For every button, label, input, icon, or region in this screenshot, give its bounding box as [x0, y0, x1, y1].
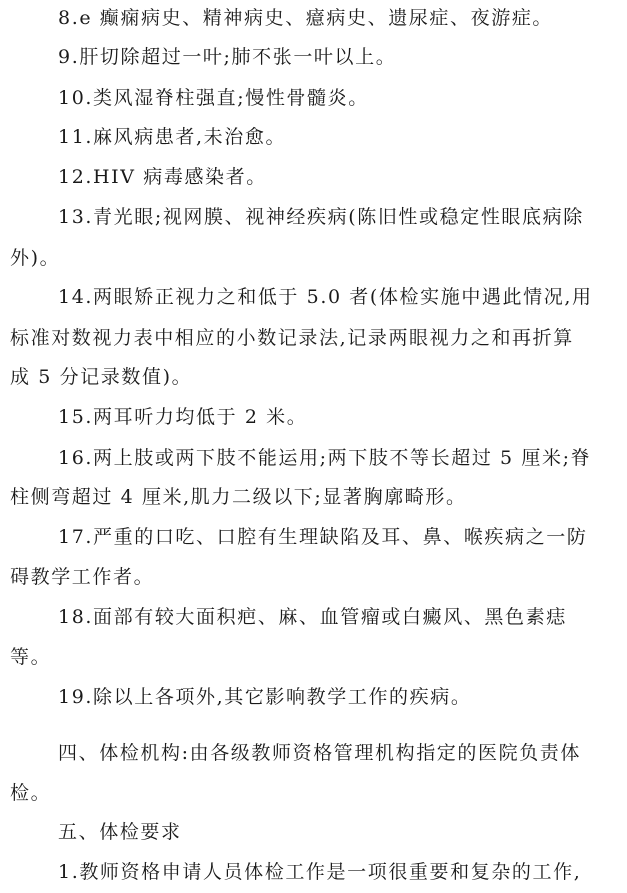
doc-line-section-4-cont: 检。	[10, 782, 52, 804]
doc-line-item-12: 12.HIV 病毒感染者。	[58, 166, 267, 188]
doc-line-item-16: 16.两上肢或两下肢不能运用;两下肢不等长超过 5 厘米;脊	[58, 447, 592, 469]
doc-line-item-14-cont1: 标准对数视力表中相应的小数记录法,记录两眼视力之和再折算	[10, 327, 574, 349]
doc-line-item-16-cont: 柱侧弯超过 4 厘米,肌力二级以下;显著胸廓畸形。	[10, 486, 467, 508]
doc-line-item-9: 9.肝切除超过一叶;肺不张一叶以上。	[58, 46, 397, 68]
doc-line-item-14-cont2: 成 5 分记录数值)。	[10, 366, 193, 388]
doc-line-section-4: 四、体检机构:由各级教师资格管理机构指定的医院负责体	[58, 742, 582, 764]
doc-line-item-15: 15.两耳听力均低于 2 米。	[58, 406, 308, 428]
doc-line-item-19: 19.除以上各项外,其它影响教学工作的疾病。	[58, 686, 472, 708]
doc-line-item-14: 14.两眼矫正视力之和低于 5.0 者(体检实施中遇此情况,用	[58, 286, 593, 308]
doc-line-item-17-cont: 碍教学工作者。	[10, 566, 155, 588]
doc-line-item-13-cont: 外)。	[10, 247, 61, 269]
doc-line-item-10: 10.类风湿脊柱强直;慢性骨髓炎。	[58, 87, 369, 109]
doc-line-item-8: 8.e 癫痫病史、精神病史、癔病史、遗尿症、夜游症。	[58, 7, 554, 29]
doc-line-item-17: 17.严重的口吃、口腔有生理缺陷及耳、鼻、喉疾病之一防	[58, 526, 588, 548]
doc-line-item-11: 11.麻风病患者,未治愈。	[58, 126, 287, 148]
doc-line-item-13: 13.青光眼;视网膜、视神经疾病(陈旧性或稳定性眼底病除	[58, 206, 584, 228]
doc-line-item-18: 18.面部有较大面积疤、麻、血管瘤或白癜风、黑色素痣	[58, 606, 567, 628]
doc-line-section-5: 五、体检要求	[58, 821, 182, 843]
doc-line-section-5-item-1: 1.教师资格申请人员体检工作是一项很重要和复杂的工作,	[58, 861, 582, 883]
doc-line-item-18-cont: 等。	[10, 646, 52, 668]
